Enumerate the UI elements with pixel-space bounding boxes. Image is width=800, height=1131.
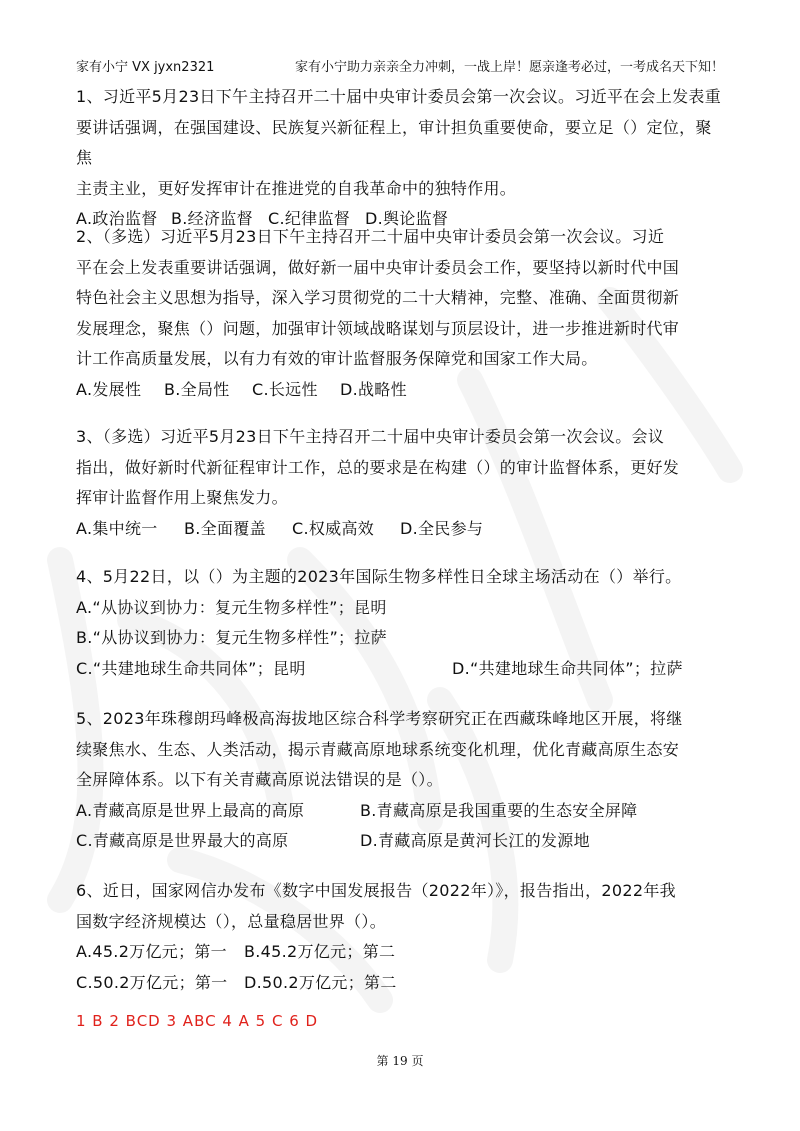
- question-6: [76, 876, 726, 998]
- page-header: [76, 56, 724, 75]
- page-number: 第 19 页: [376, 1054, 424, 1068]
- option-a: A.发展性: [76, 379, 142, 399]
- options-row: [76, 654, 726, 685]
- option-b: B.青藏高原是我国重要的生态安全屏障: [360, 800, 638, 820]
- option-b: B.经济监督: [171, 209, 253, 228]
- options-row: [76, 796, 726, 827]
- question-4: [76, 562, 726, 684]
- question-line: 3、（多选）习近平5月23日下午主持召开二十届中央审计委员会第一次会议。会议: [76, 427, 665, 446]
- question-line: 指出，做好新时代新征程审计工作，总的要求是在构建（）的审计监督体系，更好发: [76, 457, 680, 477]
- option-a: A.青藏高原是世界上最高的高原: [76, 800, 305, 820]
- options-row: [76, 375, 726, 406]
- question-line: 要讲话强调，在强国建设、民族复兴新征程上，审计担负重要使命，要立足（）定位，聚焦: [76, 117, 712, 167]
- question-line: 续聚焦水、生态、人类活动，揭示青藏高原地球系统变化机理，优化青藏高原生态安: [76, 739, 680, 759]
- option-d: D.舆论监督: [365, 209, 449, 228]
- option-a: A.“从协议到协力：复元生物多样性”；昆明: [76, 597, 387, 617]
- option-a: A.集中统一: [76, 518, 158, 538]
- question-line: 计工作高质量发展，以有力有效的审计监督服务保障党和国家工作大局。: [76, 349, 598, 368]
- question-line: 挥审计监督作用上聚焦发力。: [76, 488, 288, 507]
- option-b: B.“从协议到协力：复元生物多样性”；拉萨: [76, 628, 387, 647]
- option-a: A.45.2万亿元；第一: [76, 942, 227, 961]
- option-d: D.全民参与: [400, 518, 484, 538]
- options-row: [76, 514, 726, 545]
- option-d: D.50.2万亿元；第二: [244, 972, 397, 992]
- question-line: 2、（多选）习近平5月23日下午主持召开二十届中央审计委员会第一次会议。习近: [76, 227, 665, 246]
- question-line: 主责主业，更好发挥审计在推进党的自我革命中的独特作用。: [76, 178, 517, 198]
- question-2: [76, 222, 726, 405]
- option-b: B.全局性: [164, 379, 230, 399]
- option-b: B.45.2万亿元；第二: [244, 942, 396, 961]
- question-line: 平在会上发表重要讲话强调，做好新一届中央审计委员会工作，要坚持以新时代中国: [76, 257, 680, 277]
- header-left-text: 家有小宁 VX jyxn2321: [76, 60, 215, 75]
- option-c: C.“共建地球生命共同体”；昆明: [76, 658, 306, 678]
- question-3: [76, 422, 726, 544]
- answer-key: 1 B 2 BCD 3 ABC 4 A 5 C 6 D: [76, 1012, 319, 1030]
- option-d: D.青藏高原是黄河长江的发源地: [360, 831, 590, 850]
- option-c: C.青藏高原是世界最大的高原: [76, 831, 289, 850]
- option-c: C.权威高效: [292, 518, 375, 538]
- option-a: A.政治监督: [76, 209, 158, 228]
- question-line: 国数字经济规模达（），总量稳居世界（）。: [76, 911, 387, 931]
- question-line: 1、习近平5月23日下午主持召开二十届中央审计委员会第一次会议。习近平在会上发表重: [76, 87, 722, 106]
- option-b: B.全面覆盖: [184, 518, 266, 538]
- options-row: [76, 968, 726, 999]
- options-row: [76, 937, 726, 968]
- option-d: D.战略性: [340, 379, 407, 399]
- question-line: 5、2023年珠穆朗玛峰极高海拔地区综合科学考察研究正在西藏珠峰地区开展，将继: [76, 709, 683, 728]
- question-line: 全屏障体系。以下有关青藏高原说法错误的是（）。: [76, 770, 443, 789]
- options-row: [76, 826, 726, 857]
- question-5: [76, 704, 726, 857]
- question-line: 发展理念，聚焦（）问题，加强审计领域战略谋划与顶层设计，进一步推进新时代审: [76, 318, 680, 338]
- question-1: [76, 82, 726, 235]
- option-c: C.纪律监督: [268, 209, 351, 228]
- question-line: 特色社会主义思想为指导，深入学习贯彻党的二十大精神，完整、准确、全面贯彻新: [76, 288, 680, 307]
- option-d: D.“共建地球生命共同体”；拉萨: [452, 658, 683, 678]
- option-c: C.长远性: [252, 379, 318, 399]
- option-c: C.50.2万亿元；第一: [76, 972, 228, 992]
- header-right-text: 家有小宁助力亲亲全力冲刺，一战上岸！愿亲逢考必过，一考成名天下知！: [294, 60, 724, 75]
- question-line: 4、5月22日，以（）为主题的2023年国际生物多样性日全球主场活动在（）举行。: [76, 567, 682, 586]
- question-line: 6、近日，国家网信办发布《数字中国发展报告（2022年）》，报告指出，2022年我: [76, 881, 676, 900]
